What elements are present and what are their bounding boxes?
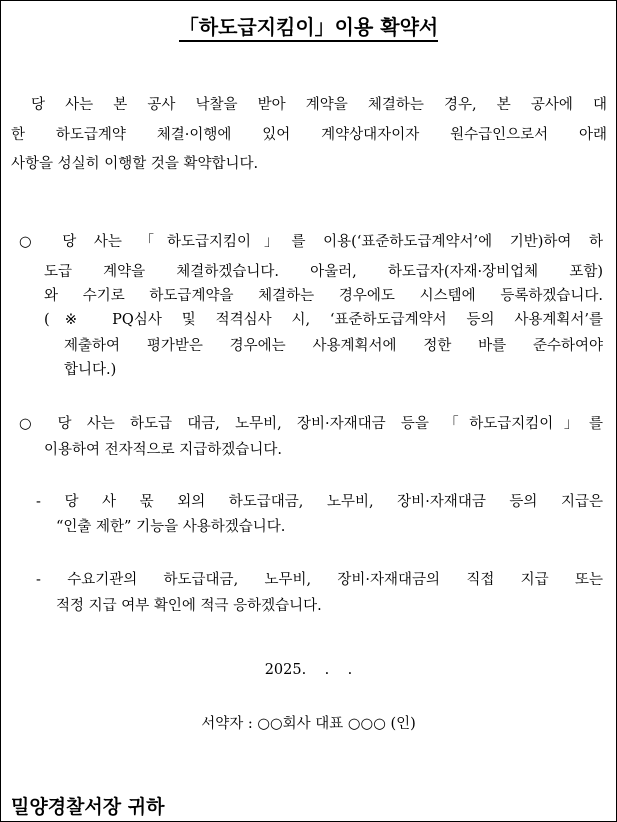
item1-line-3: 와 수기로 하도급계약을 체결하는 경우에도 시스템에 등록하겠습니다. (44, 288, 603, 304)
item2-line-1: ○ 당 사는 하도급 대금, 노무비, 장비·자재대금 등을 「하도급지킴이」를 (19, 416, 603, 432)
item2-line-2: 이용하여 전자적으로 지급하겠습니다. (44, 442, 282, 458)
sub1-line-2: “인출 제한” 기능을 사용하겠습니다. (56, 519, 286, 535)
document-title (1, 11, 616, 40)
item1-line-4: (※ PQ심사 및 적격심사 시, ‘표준하도급계약서 등의 사용계획서’를 (44, 312, 603, 328)
signature-line: 서약자 : ○○회사 대표 ○○○ (인) (201, 716, 416, 732)
item1-line-2: 도급 계약을 체결하겠습니다. 아울러, 하도급자(자재·장비업체 포함) (44, 264, 603, 280)
sub1-line-1: - 당 사 몫 외의 하도급대금, 노무비, 장비·자재대금 등의 지급은 (36, 494, 603, 510)
addressee: 밀양경찰서장 귀하 (11, 796, 165, 818)
document-title-text: 「하도급지킴이」이용 확약서 (179, 15, 438, 42)
item1-line-6: 합니다.) (64, 362, 117, 378)
intro-line-3: 사항을 성실히 이행할 것을 확약합니다. (11, 156, 259, 172)
date-line: 2025. . . (264, 662, 353, 678)
sub2-line-1: - 수요기관의 하도급대금, 노무비, 장비·자재대금의 직접 지급 또는 (36, 572, 603, 588)
sub2-line-2: 적정 지급 여부 확인에 적극 응하겠습니다. (56, 598, 322, 614)
intro-line-1: 당 사는 본 공사 낙찰을 받아 계약을 체결하는 경우, 본 공사에 대 (31, 97, 607, 113)
intro-line-2: 한 하도급계약 체결·이행에 있어 계약상대자이자 원수급인으로서 아래 (11, 127, 607, 143)
item1-line-1: ○ 당 사는 「하도급지킴이」를 이용(‘표준하도급계약서’에 기반)하여 하 (19, 234, 603, 250)
item1-line-5: 제출하여 평가받은 경우에는 사용계획서에 정한 바를 준수하여야 (64, 338, 603, 354)
